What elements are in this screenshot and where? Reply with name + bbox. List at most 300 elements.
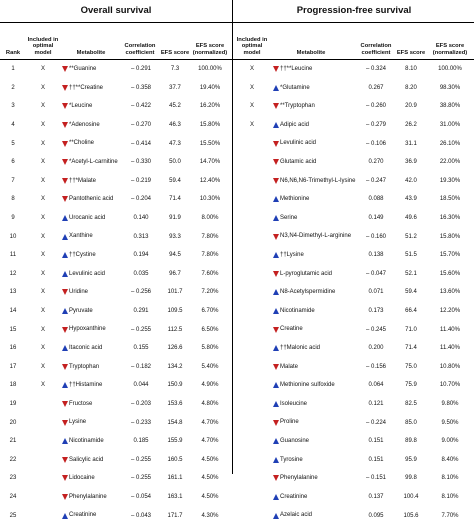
correlation-cell: 0.121 <box>368 400 384 407</box>
metabolite-cell <box>273 190 357 209</box>
metabolite-cell <box>273 227 357 246</box>
correlation-cell: 0.044 <box>133 382 149 389</box>
metabolite-name: Malate <box>280 363 299 370</box>
up-triangle-icon <box>62 345 68 351</box>
included-cell <box>26 395 60 414</box>
efs-normalized-cell: 8.00% <box>201 215 219 222</box>
metabolite-cell <box>62 190 122 209</box>
included-cell: X <box>249 84 254 91</box>
included-cell <box>26 450 60 469</box>
down-triangle-icon <box>273 178 279 184</box>
efs-score-cell: 52.1 <box>405 270 417 277</box>
metabolite-name: Xanthine <box>69 233 93 240</box>
down-triangle-icon <box>62 420 68 426</box>
rank-cell: 14 <box>9 308 17 315</box>
efs-score-cell: 31.1 <box>405 140 417 147</box>
header-efs-normalized: EFS score (normalized) <box>192 43 228 56</box>
efs-normalized-cell: 14.70% <box>199 159 221 166</box>
efs-normalized-cell: 4.50% <box>201 475 219 482</box>
metabolite-name: Pantothenic acid <box>69 196 114 203</box>
efs-normalized-cell: 15.80% <box>199 122 221 129</box>
efs-score-cell: 51.5 <box>405 252 417 259</box>
down-triangle-icon <box>273 234 279 240</box>
correlation-cell: 0.151 <box>368 456 384 463</box>
efs-score-cell: 126.6 <box>167 345 183 352</box>
up-triangle-icon <box>62 215 68 221</box>
metabolite-cell <box>62 116 122 135</box>
table-row <box>233 227 474 246</box>
metabolite-cell <box>273 60 357 79</box>
up-triangle-icon <box>273 85 279 91</box>
table-row <box>0 97 232 116</box>
metabolite-name: Creatinine <box>69 512 97 519</box>
metabolite-cell <box>62 358 122 377</box>
included-cell <box>235 265 269 284</box>
table-row <box>233 376 474 395</box>
down-triangle-icon <box>273 420 279 426</box>
efs-normalized-cell: 7.80% <box>201 233 219 240</box>
correlation-cell: 0.313 <box>133 233 149 240</box>
metabolite-name: Serine <box>280 214 298 221</box>
correlation-cell: – 0.255 <box>130 326 152 333</box>
table-row <box>233 469 474 488</box>
metabolite-cell <box>273 413 357 432</box>
table-row <box>233 246 474 265</box>
included-cell <box>235 283 269 302</box>
metabolite-cell <box>62 432 122 451</box>
down-triangle-icon <box>62 494 68 500</box>
metabolite-cell <box>273 134 357 153</box>
correlation-cell: – 0.260 <box>365 103 387 110</box>
efs-score-cell: 51.2 <box>405 233 417 240</box>
metabolite-cell <box>273 265 357 284</box>
included-cell: X <box>40 66 45 73</box>
efs-normalized-cell: 15.60% <box>439 270 461 277</box>
metabolite-name: Levulinic acid <box>280 140 317 147</box>
rank-cell: 20 <box>9 419 17 426</box>
efs-score-cell: 89.8 <box>405 438 417 445</box>
efs-score-cell: 36.9 <box>405 159 417 166</box>
table-row <box>0 246 232 265</box>
rank-cell: 8 <box>11 196 15 203</box>
metabolite-cell <box>273 246 357 265</box>
metabolite-name: ††**Leucine <box>280 66 313 73</box>
efs-normalized-cell: 8.10% <box>441 493 459 500</box>
efs-normalized-cell: 4.90% <box>201 382 219 389</box>
efs-score-cell: 160.5 <box>167 456 183 463</box>
metabolite-name: ††Malonic acid <box>280 344 321 351</box>
correlation-cell: – 0.204 <box>130 196 152 203</box>
efs-normalized-cell: 38.80% <box>439 103 461 110</box>
rank-cell: 19 <box>9 400 17 407</box>
efs-score-cell: 99.8 <box>405 475 417 482</box>
up-triangle-icon <box>62 308 68 314</box>
correlation-cell: 0.064 <box>368 382 384 389</box>
up-triangle-icon <box>273 438 279 444</box>
up-triangle-icon <box>273 513 279 519</box>
included-cell: X <box>40 84 45 91</box>
metabolite-cell <box>62 469 122 488</box>
included-cell <box>235 339 269 358</box>
correlation-cell: – 0.255 <box>130 456 152 463</box>
correlation-cell: 0.267 <box>368 84 384 91</box>
correlation-cell: 0.173 <box>368 308 384 315</box>
efs-normalized-cell: 10.30% <box>199 196 221 203</box>
correlation-cell: – 0.182 <box>130 363 152 370</box>
table-row <box>0 506 232 525</box>
efs-score-cell: 71.4 <box>405 345 417 352</box>
efs-score-cell: 7.3 <box>170 66 180 73</box>
table-row <box>0 376 232 395</box>
table-row <box>233 97 474 116</box>
rank-cell: 22 <box>9 456 17 463</box>
table-row <box>233 506 474 525</box>
table-row <box>233 116 474 135</box>
included-cell: X <box>40 196 45 203</box>
efs-normalized-cell: 16.30% <box>439 215 461 222</box>
correlation-cell: 0.095 <box>368 512 384 519</box>
metabolite-cell <box>273 395 357 414</box>
metabolite-name: Phenylalanine <box>280 475 318 482</box>
efs-normalized-cell: 10.70% <box>439 382 461 389</box>
table-row <box>0 190 232 209</box>
efs-normalized-cell: 4.80% <box>201 400 219 407</box>
metabolite-name: ††**Creatine <box>69 84 104 91</box>
metabolite-name: **Tryptophan <box>280 103 315 110</box>
table-row <box>0 134 232 153</box>
metabolite-name: *Glutamine <box>280 84 310 91</box>
efs-normalized-cell: 15.80% <box>439 233 461 240</box>
metabolite-cell <box>62 265 122 284</box>
table-row <box>233 209 474 228</box>
correlation-cell: – 0.219 <box>130 177 152 184</box>
efs-normalized-cell: 9.80% <box>441 400 459 407</box>
metabolite-name: L-pyroglutamic acid <box>280 270 333 277</box>
metabolite-cell <box>62 302 122 321</box>
metabolite-name: Glutamic acid <box>280 159 317 166</box>
included-cell <box>235 376 269 395</box>
down-triangle-icon <box>62 103 68 109</box>
efs-normalized-cell: 4.70% <box>201 419 219 426</box>
table-row <box>0 432 232 451</box>
table-row <box>0 413 232 432</box>
up-triangle-icon <box>273 196 279 202</box>
up-triangle-icon <box>273 401 279 407</box>
efs-normalized-cell: 5.80% <box>201 345 219 352</box>
included-cell <box>235 395 269 414</box>
efs-score-cell: 59.4 <box>169 177 181 184</box>
correlation-cell: – 0.247 <box>365 177 387 184</box>
correlation-cell: – 0.414 <box>130 140 152 147</box>
down-triangle-icon <box>62 457 68 463</box>
efs-normalized-cell: 4.70% <box>201 438 219 445</box>
rank-cell: 11 <box>9 252 17 259</box>
metabolite-name: Urocanic acid <box>69 214 106 221</box>
included-cell: X <box>40 382 45 389</box>
metabolite-name: Tryptophan <box>69 363 100 370</box>
header-metabolite: Metabolite <box>76 49 106 56</box>
included-cell: X <box>40 177 45 184</box>
correlation-cell: 0.071 <box>368 289 384 296</box>
metabolite-name: Methionine <box>280 196 310 203</box>
rank-cell: 7 <box>11 177 15 184</box>
efs-normalized-cell: 4.30% <box>201 512 219 519</box>
up-triangle-icon <box>62 234 68 240</box>
included-cell: X <box>249 103 254 110</box>
efs-score-cell: 155.9 <box>167 438 183 445</box>
rank-cell: 13 <box>9 289 17 296</box>
correlation-cell: – 0.422 <box>130 103 152 110</box>
table-row <box>233 172 474 191</box>
metabolite-cell <box>62 506 122 525</box>
included-cell: X <box>40 233 45 240</box>
correlation-cell: 0.140 <box>133 215 149 222</box>
metabolite-name: *Acetyl-L-carnitine <box>69 159 118 166</box>
down-triangle-icon <box>62 364 68 370</box>
metabolite-name: Phenylalanine <box>69 493 107 500</box>
included-cell: X <box>40 252 45 259</box>
table-row <box>0 172 232 191</box>
up-triangle-icon <box>273 457 279 463</box>
table-row <box>233 488 474 507</box>
metabolite-cell <box>273 358 357 377</box>
rank-cell: 10 <box>9 233 17 240</box>
up-triangle-icon <box>273 345 279 351</box>
table-row <box>233 395 474 414</box>
correlation-cell: – 0.043 <box>130 512 152 519</box>
table-row <box>233 153 474 172</box>
efs-score-cell: 85.0 <box>405 419 417 426</box>
efs-normalized-cell: 9.00% <box>441 438 459 445</box>
table-row <box>233 302 474 321</box>
included-cell <box>235 153 269 172</box>
rank-cell: 1 <box>11 66 15 73</box>
correlation-cell: – 0.224 <box>365 419 387 426</box>
metabolite-cell <box>62 283 122 302</box>
metabolite-cell <box>62 227 122 246</box>
efs-normalized-cell: 7.70% <box>441 512 459 519</box>
included-cell <box>235 469 269 488</box>
metabolite-name: Tyrosine <box>280 456 303 463</box>
rank-cell: 24 <box>9 493 17 500</box>
efs-score-cell: 47.3 <box>169 140 181 147</box>
efs-normalized-cell: 16.20% <box>199 103 221 110</box>
included-cell <box>235 450 269 469</box>
efs-normalized-cell: 11.40% <box>440 326 460 333</box>
rank-cell: 9 <box>11 215 15 222</box>
efs-normalized-cell: 98.30% <box>439 84 461 91</box>
table-row <box>0 320 232 339</box>
efs-score-cell: 75.0 <box>405 363 417 370</box>
correlation-cell: – 0.279 <box>365 122 387 129</box>
efs-score-cell: 95.9 <box>405 456 417 463</box>
metabolite-cell <box>62 97 122 116</box>
efs-normalized-cell: 26.10% <box>439 140 461 147</box>
down-triangle-icon <box>273 475 279 481</box>
efs-score-cell: 26.2 <box>405 122 417 129</box>
up-triangle-icon <box>273 494 279 500</box>
metabolite-name: Itaconic acid <box>69 344 103 351</box>
included-cell <box>235 302 269 321</box>
included-cell <box>26 488 60 507</box>
down-triangle-icon <box>62 85 68 91</box>
correlation-cell: – 0.160 <box>365 233 387 240</box>
correlation-cell: – 0.324 <box>365 66 387 73</box>
table-row <box>233 283 474 302</box>
up-triangle-icon <box>62 382 68 388</box>
metabolite-cell <box>273 302 357 321</box>
metabolite-cell <box>273 116 357 135</box>
efs-score-cell: 42.0 <box>405 177 417 184</box>
rank-cell: 15 <box>9 326 17 333</box>
progression-free-section <box>232 0 474 519</box>
metabolite-cell <box>273 153 357 172</box>
metabolite-name: Salicylic acid <box>69 456 104 463</box>
rank-cell: 21 <box>9 438 17 445</box>
progression-free-title: Progression-free survival <box>233 0 474 23</box>
metabolite-cell <box>62 450 122 469</box>
table-row <box>0 153 232 172</box>
metabolite-cell <box>62 153 122 172</box>
included-cell: X <box>40 270 45 277</box>
efs-score-cell: 93.3 <box>169 233 181 240</box>
overall-survival-section <box>0 0 232 519</box>
down-triangle-icon <box>273 159 279 165</box>
table-row <box>0 358 232 377</box>
metabolite-name: Nicotinamide <box>69 437 104 444</box>
efs-normalized-cell: 6.50% <box>201 326 219 333</box>
efs-score-cell: 171.7 <box>167 512 183 519</box>
up-triangle-icon <box>273 382 279 388</box>
metabolite-name: Guanosine <box>280 437 310 444</box>
metabolite-name: Isoleucine <box>280 400 308 407</box>
included-cell <box>235 413 269 432</box>
down-triangle-icon <box>62 289 68 295</box>
correlation-cell: 0.270 <box>368 159 384 166</box>
metabolite-name: Azelaic acid <box>280 512 313 519</box>
metabolite-name: ††*Malate <box>69 177 97 184</box>
correlation-cell: – 0.151 <box>365 475 387 482</box>
included-cell <box>235 488 269 507</box>
efs-score-cell: 71.4 <box>169 196 181 203</box>
included-cell <box>235 432 269 451</box>
down-triangle-icon <box>273 364 279 370</box>
metabolite-name: Fructose <box>69 400 93 407</box>
up-triangle-icon <box>273 122 279 128</box>
rank-cell: 5 <box>11 140 15 147</box>
efs-normalized-cell: 7.20% <box>201 289 219 296</box>
efs-normalized-cell: 15.50% <box>199 140 221 147</box>
up-triangle-icon <box>62 271 68 277</box>
rank-cell: 4 <box>11 122 15 129</box>
metabolite-cell <box>273 450 357 469</box>
metabolite-name: Lidocaine <box>69 475 95 482</box>
efs-score-cell: 154.8 <box>167 419 183 426</box>
table-row <box>233 413 474 432</box>
rank-cell: 12 <box>9 270 17 277</box>
metabolite-name: Proline <box>280 419 299 426</box>
efs-score-cell: 20.9 <box>405 103 417 110</box>
efs-normalized-cell: 7.80% <box>201 252 219 259</box>
metabolite-cell <box>273 339 357 358</box>
correlation-cell: – 0.330 <box>130 159 152 166</box>
efs-score-cell: 163.1 <box>167 493 183 500</box>
efs-score-cell: 91.9 <box>169 215 181 222</box>
correlation-cell: 0.151 <box>368 438 384 445</box>
correlation-cell: – 0.106 <box>365 140 387 147</box>
down-triangle-icon <box>273 103 279 109</box>
up-triangle-icon <box>273 252 279 258</box>
down-triangle-icon <box>62 178 68 184</box>
included-cell: X <box>249 66 254 73</box>
table-row <box>0 469 232 488</box>
efs-score-cell: 71.0 <box>405 326 417 333</box>
included-cell <box>235 358 269 377</box>
header-efs-score: EFS score <box>160 49 190 56</box>
efs-score-cell: 66.4 <box>405 308 417 315</box>
metabolite-cell <box>62 134 122 153</box>
correlation-cell: – 0.245 <box>365 326 387 333</box>
correlation-cell: 0.137 <box>368 493 384 500</box>
efs-normalized-cell: 8.40% <box>441 456 459 463</box>
metabolite-name: Pyruvate <box>69 307 93 314</box>
table-row <box>0 116 232 135</box>
efs-score-cell: 150.9 <box>167 382 183 389</box>
down-triangle-icon <box>273 141 279 147</box>
down-triangle-icon <box>62 475 68 481</box>
correlation-cell: 0.138 <box>368 252 384 259</box>
efs-score-cell: 50.0 <box>169 159 181 166</box>
table-row <box>0 339 232 358</box>
efs-score-cell: 8.20 <box>405 84 417 91</box>
efs-score-cell: 43.9 <box>405 196 417 203</box>
metabolite-name: Uridine <box>69 289 89 296</box>
efs-score-cell: 105.6 <box>403 512 419 519</box>
metabolite-name: Lysine <box>69 419 87 426</box>
correlation-cell: – 0.270 <box>130 122 152 129</box>
progression-free-table-body <box>233 60 474 525</box>
efs-normalized-cell: 100.00% <box>438 66 462 73</box>
table-row <box>0 395 232 414</box>
included-cell <box>26 469 60 488</box>
table-row <box>233 265 474 284</box>
down-triangle-icon <box>62 196 68 202</box>
included-cell: X <box>40 308 45 315</box>
included-cell: X <box>40 345 45 352</box>
overall-survival-table-body <box>0 60 232 525</box>
metabolite-name: ††Lysine <box>280 251 304 258</box>
table-row <box>0 488 232 507</box>
metabolite-name: *Adenosine <box>69 121 100 128</box>
efs-score-cell: 134.2 <box>167 363 183 370</box>
table-row <box>0 302 232 321</box>
table-row <box>0 227 232 246</box>
up-triangle-icon <box>273 289 279 295</box>
table-row <box>0 79 232 98</box>
correlation-cell: – 0.256 <box>130 289 152 296</box>
correlation-cell: – 0.291 <box>130 66 152 73</box>
correlation-cell: 0.035 <box>133 270 149 277</box>
metabolite-name: Creatinine <box>280 493 308 500</box>
table-row <box>233 320 474 339</box>
included-cell <box>235 209 269 228</box>
efs-normalized-cell: 5.40% <box>201 363 219 370</box>
included-cell <box>235 246 269 265</box>
metabolite-name: Levulinic acid <box>69 270 106 277</box>
efs-score-cell: 8.10 <box>405 66 417 73</box>
down-triangle-icon <box>273 271 279 277</box>
metabolite-cell <box>62 413 122 432</box>
